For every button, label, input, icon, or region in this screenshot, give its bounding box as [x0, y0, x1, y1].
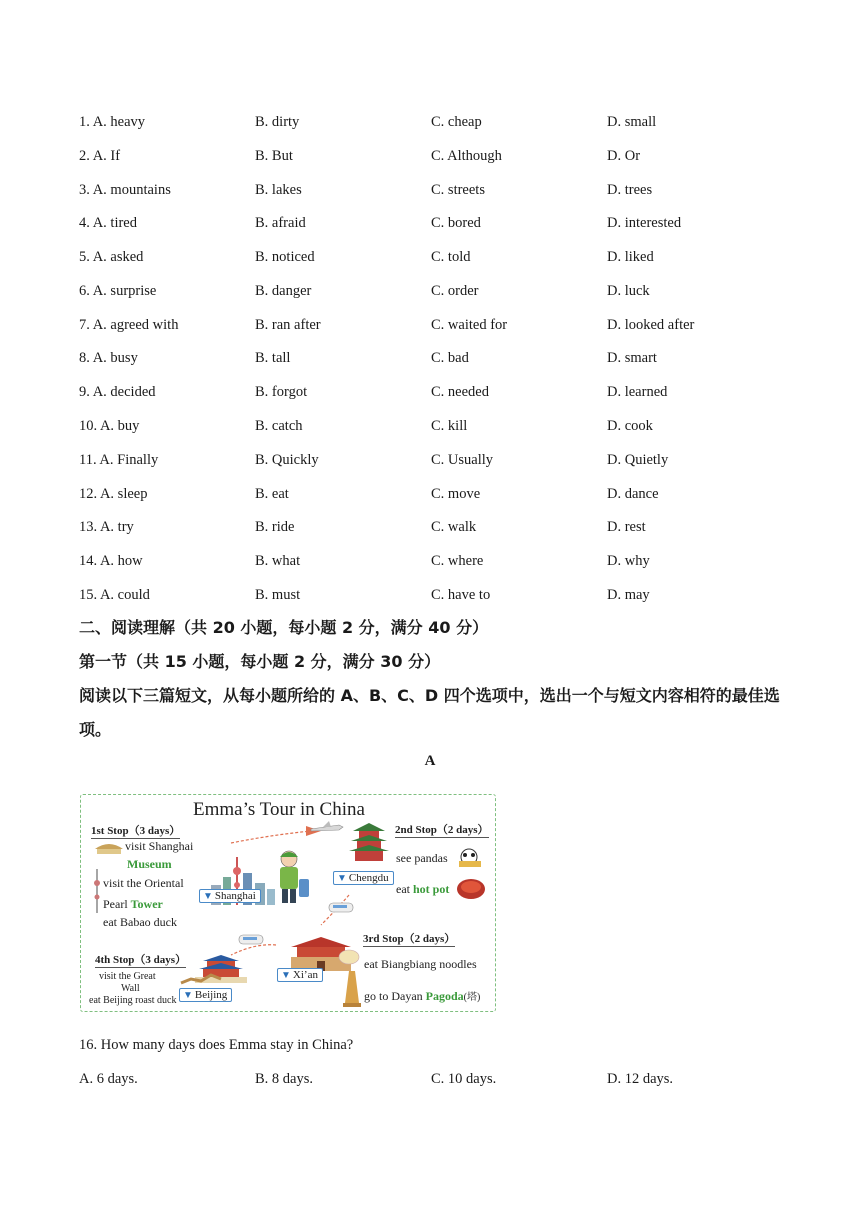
- option-c: C. walk: [431, 519, 477, 535]
- option-d: D. interested: [607, 215, 682, 231]
- option-c: C. Usually: [431, 452, 494, 468]
- option-row: [79, 211, 799, 235]
- city-label-chengdu: ▼ Chengdu: [333, 871, 394, 885]
- option-b: B. dirty: [255, 114, 300, 130]
- stop1-activity: visit Shanghai: [125, 839, 194, 853]
- option-a: 9. A. decided: [79, 384, 156, 400]
- passage-letter: A: [424, 753, 436, 769]
- option-a: 2. A. If: [79, 148, 121, 164]
- option-c: C. move: [431, 486, 481, 502]
- option-c: C. order: [431, 283, 479, 299]
- option-b: B. ride: [255, 519, 295, 535]
- option-row: [79, 313, 799, 337]
- option-a: 14. A. how: [79, 553, 143, 569]
- option-d: D. liked: [607, 249, 654, 265]
- option-d: D. dance: [607, 486, 659, 502]
- answer-d: D. 12 days.: [607, 1071, 674, 1087]
- option-a: 15. A. could: [79, 587, 150, 603]
- option-b: B. ran after: [255, 317, 321, 333]
- option-row: [79, 110, 799, 134]
- option-d: D. learned: [607, 384, 668, 400]
- option-d: D. Or: [607, 148, 641, 164]
- option-a: 7. A. agreed with: [79, 317, 179, 333]
- answer-a: A. 6 days.: [79, 1071, 138, 1087]
- option-row: [79, 448, 799, 472]
- stop2-activity: eat hot pot: [396, 882, 450, 896]
- stop3-activity: eat Biangbiang noodles: [364, 957, 477, 971]
- city-label-shanghai: ▼ Shanghai: [199, 889, 261, 903]
- location-pin-icon: ▼: [281, 970, 291, 981]
- stop1-activity: visit the Oriental: [103, 876, 184, 890]
- location-pin-icon: ▼: [183, 990, 193, 1001]
- stop3-activity: go to Dayan Pagoda(塔): [364, 989, 481, 1003]
- option-b: B. afraid: [255, 215, 306, 231]
- option-d: D. smart: [607, 350, 657, 366]
- answer-b: B. 8 days.: [255, 1071, 313, 1087]
- option-row: [79, 482, 799, 506]
- subsection-heading: 第一节（共 15 小题，每小题 2 分，满分 30 分）: [79, 652, 441, 671]
- option-b: B. noticed: [255, 249, 315, 265]
- stop1-activity: eat Babao duck: [103, 915, 177, 929]
- location-pin-icon: ▼: [203, 891, 213, 902]
- option-c: C. Although: [431, 148, 502, 164]
- option-a: 4. A. tired: [79, 215, 137, 231]
- option-b: B. tall: [255, 350, 291, 366]
- option-row: [79, 583, 799, 607]
- option-b: B. catch: [255, 418, 303, 434]
- stop1-label: 1st Stop（3 days）: [91, 822, 180, 839]
- question-16: 16. How many days does Emma stay in China?: [79, 1037, 354, 1053]
- stop2-activity: see pandas: [396, 851, 448, 865]
- option-row: [79, 346, 799, 370]
- option-d: D. rest: [607, 519, 646, 535]
- answer-options: [79, 1067, 799, 1091]
- option-c: C. kill: [431, 418, 468, 434]
- option-row: [79, 144, 799, 168]
- option-d: D. looked after: [607, 317, 695, 333]
- option-c: C. cheap: [431, 114, 482, 130]
- instructions: 阅读以下三篇短文，从每小题所给的 A、B、C、D 四个选项中，选出一个与短文内容相符的最佳选项。: [79, 686, 780, 739]
- option-b: B. eat: [255, 486, 289, 502]
- stop1-activity: Pearl Tower: [103, 897, 163, 911]
- option-b: B. But: [255, 148, 293, 164]
- stop2-label: 2nd Stop（2 days）: [395, 821, 489, 838]
- option-row: [79, 515, 799, 539]
- location-pin-icon: ▼: [337, 873, 347, 884]
- option-a: 6. A. surprise: [79, 283, 157, 299]
- option-c: C. told: [431, 249, 471, 265]
- section-heading: 二、阅读理解（共 20 小题，每小题 2 分，满分 40 分）: [79, 618, 489, 637]
- option-a: 10. A. buy: [79, 418, 140, 434]
- option-d: D. Quietly: [607, 452, 669, 468]
- stop4-activity: eat Beijing roast duck: [89, 995, 177, 1006]
- stop4-activity: Wall: [121, 983, 140, 994]
- option-row: [79, 549, 799, 573]
- tour-title: Emma’s Tour in China: [193, 799, 365, 820]
- option-row: [79, 245, 799, 269]
- option-c: C. bad: [431, 350, 469, 366]
- option-a: 1. A. heavy: [79, 114, 146, 130]
- option-c: C. have to: [431, 587, 491, 603]
- tour-map: [80, 794, 496, 1012]
- stop4-label: 4th Stop（3 days）: [95, 951, 186, 968]
- option-a: 11. A. Finally: [79, 452, 159, 468]
- option-b: B. lakes: [255, 182, 302, 198]
- stop1-activity: Museum: [127, 857, 172, 871]
- option-a: 13. A. try: [79, 519, 134, 535]
- answer-c: C. 10 days.: [431, 1071, 497, 1087]
- option-b: B. what: [255, 553, 301, 569]
- option-row: [79, 178, 799, 202]
- option-a: 8. A. busy: [79, 350, 138, 366]
- option-b: B. Quickly: [255, 452, 319, 468]
- option-d: D. why: [607, 553, 650, 569]
- option-a: 5. A. asked: [79, 249, 144, 265]
- option-row: [79, 279, 799, 303]
- option-c: C. where: [431, 553, 484, 569]
- option-d: D. trees: [607, 182, 653, 198]
- option-a: 12. A. sleep: [79, 486, 148, 502]
- option-b: B. danger: [255, 283, 312, 299]
- option-d: D. may: [607, 587, 650, 603]
- option-row: [79, 414, 799, 438]
- option-a: 3. A. mountains: [79, 182, 171, 198]
- stop4-activity: visit the Great: [99, 971, 156, 982]
- option-d: D. luck: [607, 283, 650, 299]
- option-d: D. cook: [607, 418, 653, 434]
- option-b: B. forgot: [255, 384, 308, 400]
- city-label-xian: ▼ Xi’an: [277, 968, 323, 982]
- option-c: C. streets: [431, 182, 485, 198]
- option-b: B. must: [255, 587, 301, 603]
- stop3-label: 3rd Stop（2 days）: [363, 930, 455, 947]
- option-c: C. waited for: [431, 317, 508, 333]
- city-label-beijing: ▼ Beijing: [179, 988, 232, 1002]
- option-c: C. needed: [431, 384, 489, 400]
- option-d: D. small: [607, 114, 657, 130]
- option-row: [79, 380, 799, 404]
- option-c: C. bored: [431, 215, 481, 231]
